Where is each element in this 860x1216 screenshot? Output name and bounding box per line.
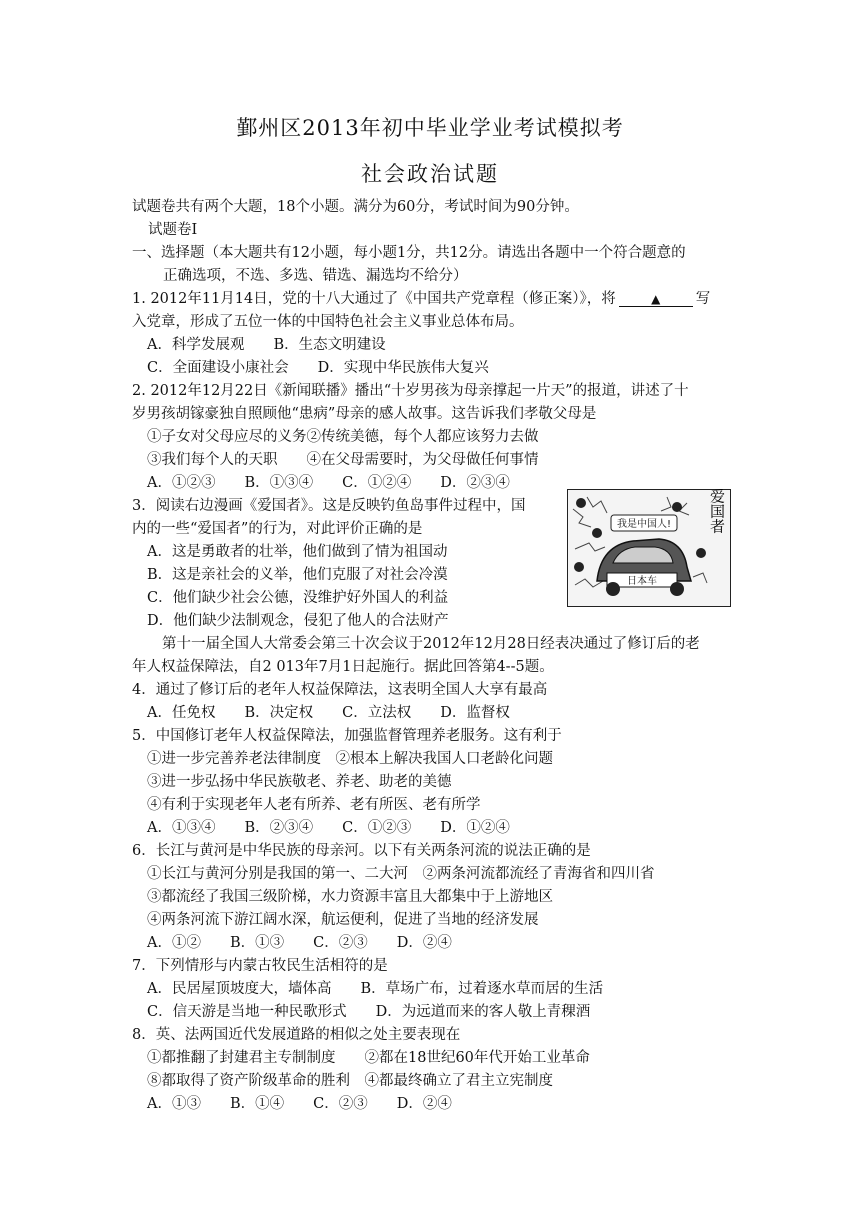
question-7-stem: 7．下列情形与内蒙古牧民生活相符的是: [132, 958, 388, 974]
question-4-options: A．任免权 B．决定权 C．立法权 D．监督权: [147, 705, 510, 721]
question-1-stem: [132, 289, 710, 309]
exam-title: 鄞州区2013年初中毕业学业考试模拟考: [236, 116, 624, 140]
question-6-stem: 6．长江与黄河是中华民族的母亲河。以下有关两条河流的说法正确的是: [132, 843, 591, 859]
question-5-statement-4: ④有利于实现老年人老有所养、老有所医、老有所学: [147, 797, 481, 813]
section-heading: 一、选择题（本大题共有12小题，每小题1分，共12分。请选出各题中一个符合题意的: [132, 245, 686, 261]
question-8-statements-12: ①都推翻了封建君主专制制度 ②都在18世纪60年代开始工业革命: [147, 1050, 590, 1066]
question-3-option-d: D．他们缺少法制观念，侵犯了他人的合法财产: [147, 613, 449, 629]
question-5-statements-12: ①进一步完善养老法律制度 ②根本上解决我国人口老龄化问题: [147, 751, 553, 767]
question-2-statements-34: ③我们每个人的天职 ④在父母需要时，为父母做任何事情: [147, 452, 539, 468]
question-7-options-cd: C．信天游是当地一种民歌形式 D．为远道而来的客人敬上青稞酒: [147, 1004, 591, 1020]
section-heading-cont: 正确选项，不选、多选、错选、漏选均不给分）: [163, 268, 468, 284]
question-8-options: A．①③ B．①④ C．②③ D．②④: [147, 1096, 452, 1112]
instructions-line: 试题卷共有两个大题，18个小题。满分为60分，考试时间为90分钟。: [132, 199, 579, 215]
car-text: 日本车: [627, 576, 657, 587]
blank-marker-icon: ▲: [651, 292, 661, 306]
question-2-options: A．①②③ B．①③④ C．①②④ D．②③④: [147, 475, 510, 491]
question-4-stem: 4．通过了修订后的老年人权益保障法，这表明全国人大享有最高: [132, 682, 548, 698]
question-2-stem: 2. 2012年12月22日《新闻联播》播出“十岁男孩为母亲撑起一片天”的报道，讲述了十: [132, 383, 689, 399]
patriot-cartoon: [567, 489, 731, 607]
question-3-option-c: C．他们缺少社会公德，没维护好外国人的利益: [147, 590, 449, 606]
question-1-text: 1. 2012年11月14日，党的十八大通过了《中国共产党章程（修正案）》，将: [132, 291, 616, 307]
question-6-options: A．①② B．①③ C．②③ D．②④: [147, 935, 452, 951]
question-3-option-b: B．这是亲社会的义举，他们克服了对社会冷漠: [147, 567, 448, 583]
question-2-statements-12: ①子女对父母应尽的义务②传统美德，每个人都应该努力去做: [147, 429, 539, 445]
question-3-stem: 3．阅读右边漫画《爱国者》。这是反映钓鱼岛事件过程中，国: [132, 498, 526, 514]
passage-intro-cont: 年人权益保障法，自2 013年7月1日起施行。据此回答第4--5题。: [132, 659, 554, 675]
question-1-stem-cont: 入党章，形成了五位一体的中国特色社会主义事业总体布局。: [132, 314, 524, 330]
question-6-statements-12: ①长江与黄河分别是我国的第一、二大河 ②两条河流都流经了青海省和四川省: [147, 866, 655, 882]
question-1-text-end: 写: [695, 291, 711, 307]
question-2-stem-cont: 岁男孩胡镓豪独自照顾他“患病”母亲的感人故事。这告诉我们孝敬父母是: [132, 406, 597, 422]
cartoon-caption-text: 爱国者: [708, 489, 726, 534]
question-7-options-ab: A．民居屋顶坡度大，墙体高 B．草场广布，过着逐水草而居的生活: [147, 981, 604, 997]
question-5-stem: 5．中国修订老年人权益保障法，加强监督管理养老服务。这有利于: [132, 728, 562, 744]
question-3-stem-cont: 内的一些“爱国者”的行为，对此评价正确的是: [132, 521, 423, 537]
speech-text: 我是中国人!: [616, 519, 672, 530]
question-3-option-a: A．这是勇敢者的壮举，他们做到了情为祖国动: [147, 544, 448, 560]
passage-intro: 第十一届全国人大常委会第三十次会议于2012年12月28日经表决通过了修订后的老: [162, 636, 700, 652]
section-label: 试题卷Ⅰ: [148, 222, 198, 238]
question-8-stem: 8．英、法两国近代发展道路的相似之处主要表现在: [132, 1027, 461, 1043]
question-6-statement-3: ③都流经了我国三级阶梯，水力资源丰富且大都集中于上游地区: [147, 889, 553, 905]
question-5-statement-3: ③进一步弘扬中华民族敬老、养老、助老的美德: [147, 774, 452, 790]
question-6-statement-4: ④两条河流下游江阔水深，航运便利，促进了当地的经济发展: [147, 912, 539, 928]
question-8-statements-34: ⑧都取得了资产阶级革命的胜利 ④都最终确立了君主立宪制度: [147, 1073, 553, 1089]
question-1-options-cd: C．全面建设小康社会 D．实现中华民族伟大复兴: [147, 360, 489, 376]
question-1-options-ab: A．科学发展观 B．生态文明建设: [147, 337, 386, 353]
exam-subtitle: 社会政治试题: [361, 162, 499, 186]
cartoon-caption: [708, 489, 726, 534]
answer-blank: [619, 292, 693, 307]
speech-bubble: [611, 515, 677, 531]
question-5-options: A．①③④ B．②③④ C．①②③ D．①②④: [147, 820, 510, 836]
